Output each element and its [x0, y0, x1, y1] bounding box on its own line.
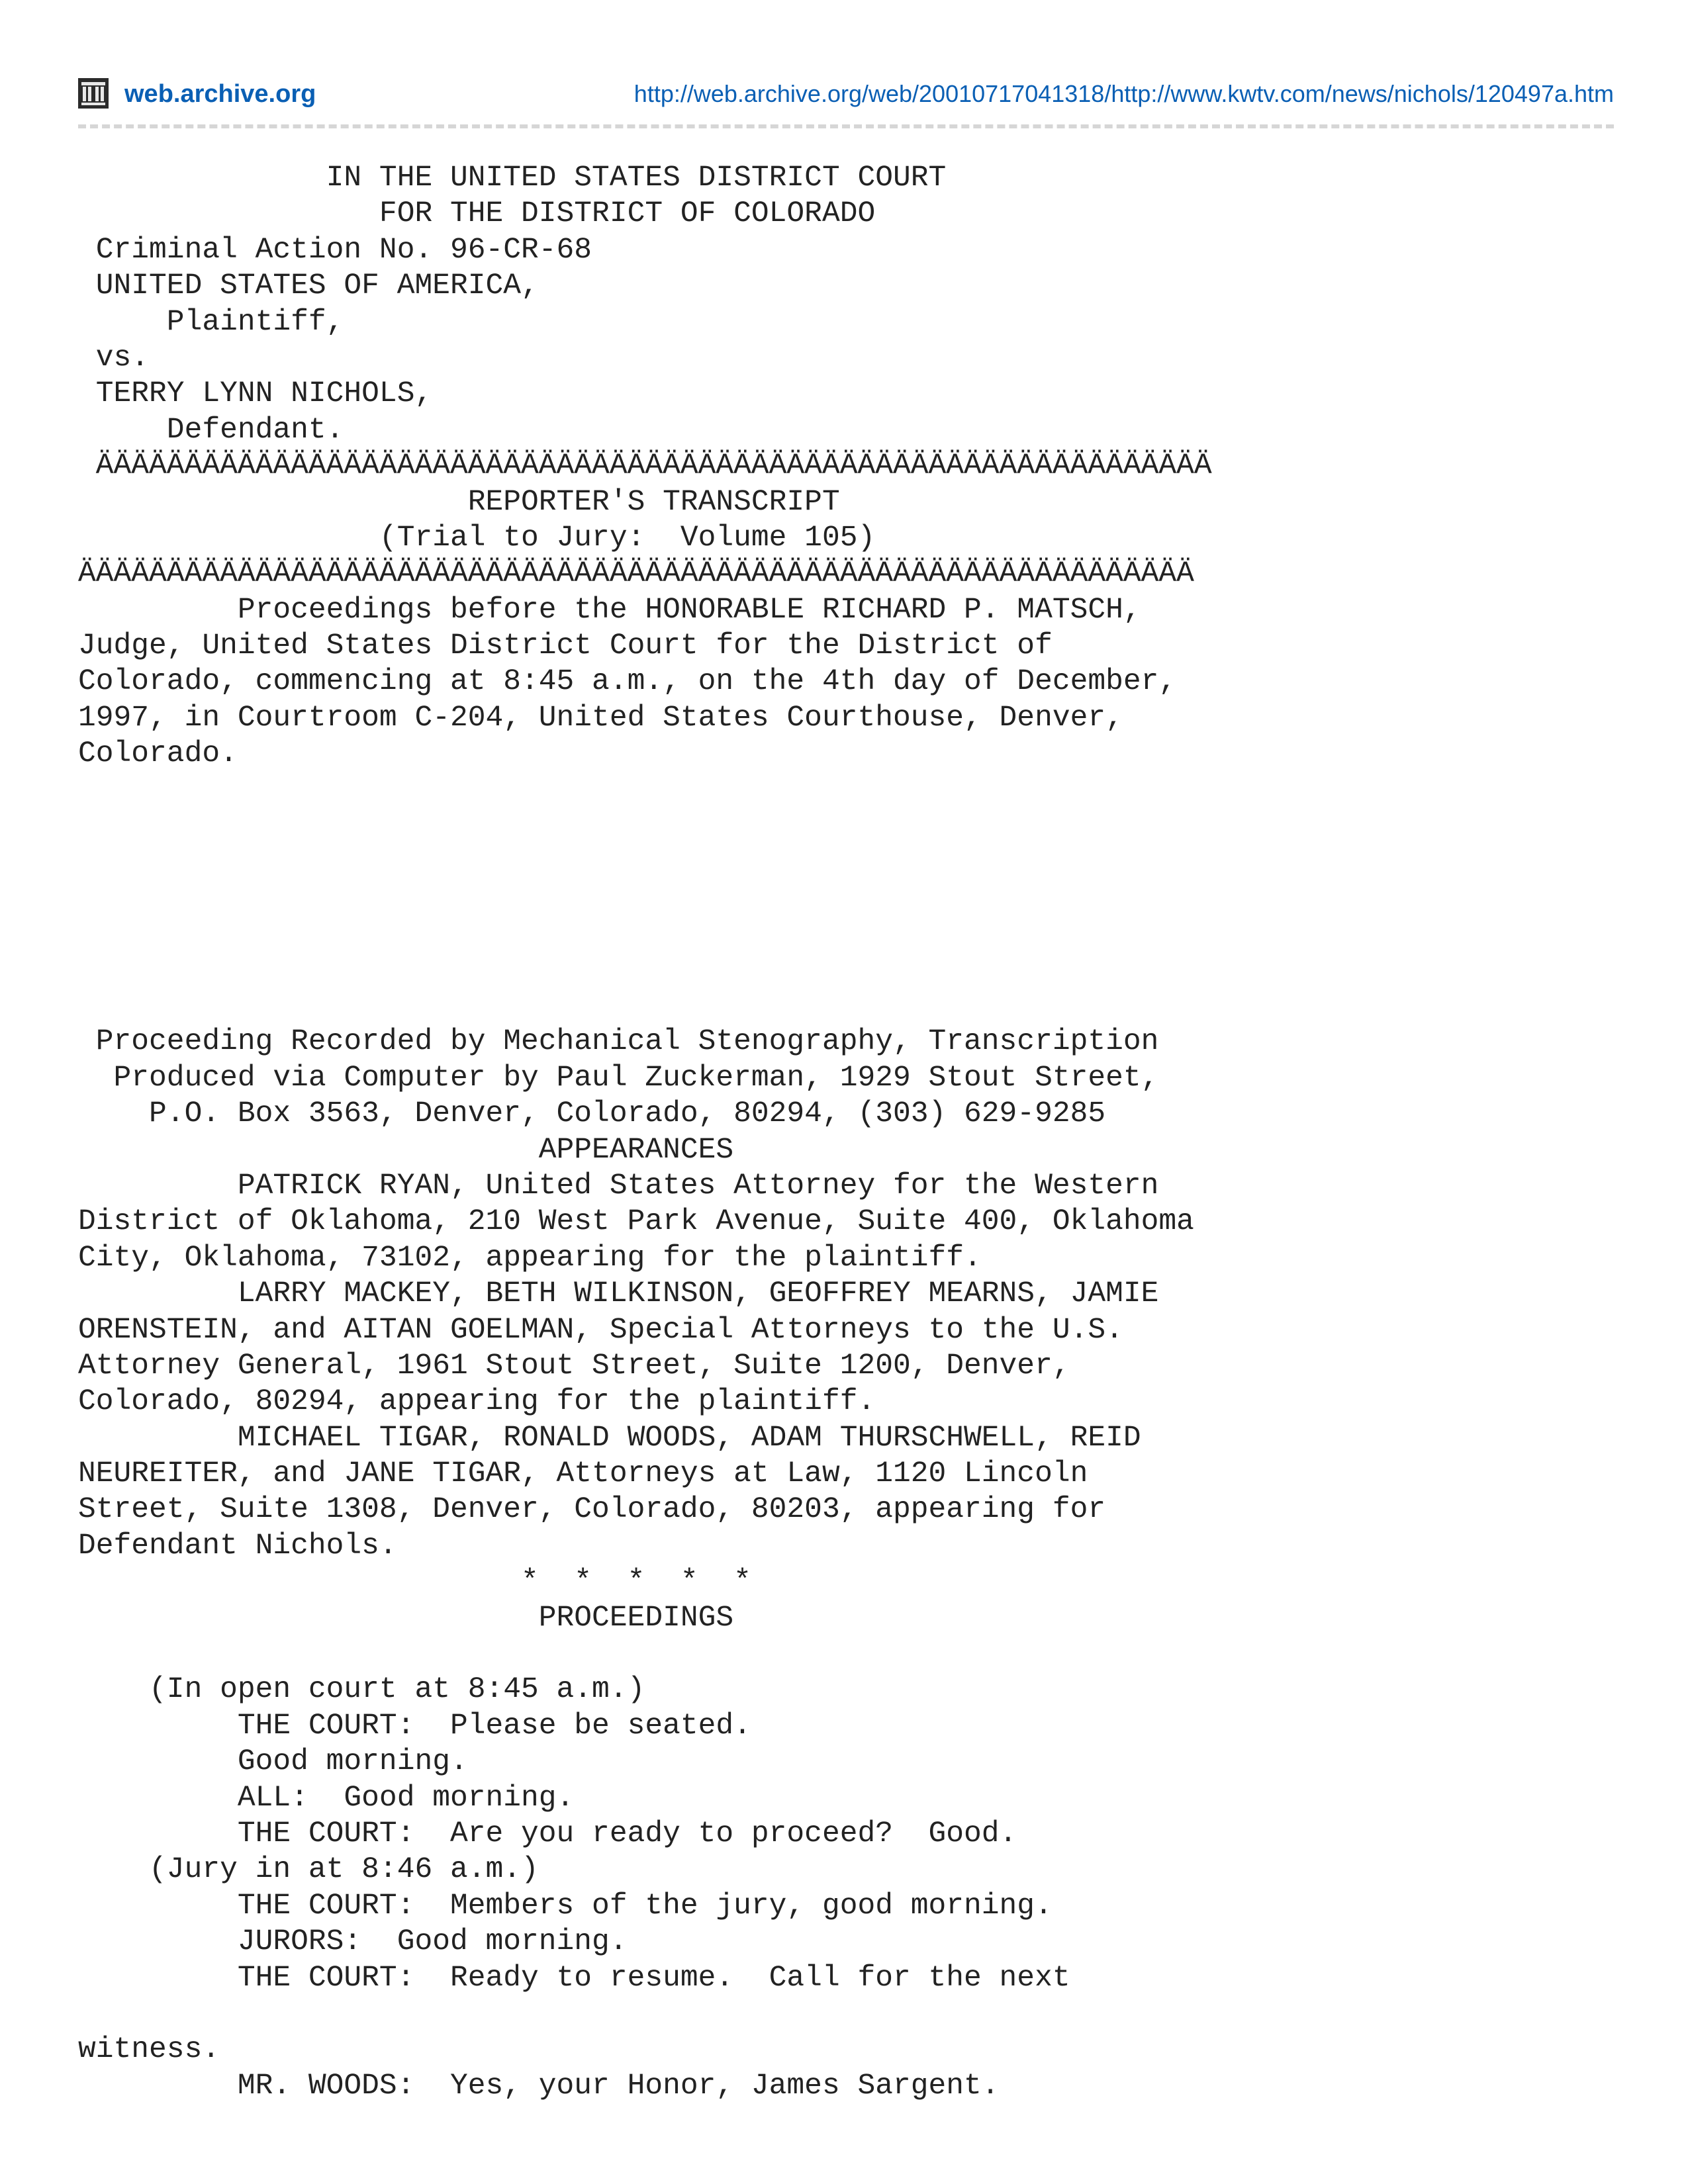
transcript-line: Colorado, commencing at 8:45 a.m., on the 4th day of December, [78, 665, 1177, 699]
transcript-line: Judge, United States District Court for the District of [78, 629, 1053, 663]
transcript-line: NEUREITER, and JANE TIGAR, Attorneys at Law, 1120 Lincoln [78, 1457, 1088, 1491]
transcript-line [78, 952, 1601, 988]
transcript-line: APPEARANCES [78, 1133, 734, 1167]
transcript-line [78, 1636, 1601, 1672]
transcript-line: (In open court at 8:45 a.m.) [78, 1673, 645, 1707]
transcript-line: Proceedings before the HONORABLE RICHARD P. MATSCH, [78, 593, 1141, 627]
transcript-line [78, 916, 1601, 952]
transcript-line: MICHAEL TIGAR, RONALD WOODS, ADAM THURSCHWELL, REID [78, 1421, 1141, 1455]
transcript-line: Defendant. [78, 413, 344, 447]
transcript-line: * * * * * [78, 1565, 751, 1599]
transcript-line: PATRICK RYAN, United States Attorney for the Western [78, 1169, 1159, 1203]
transcript-line: IN THE UNITED STATES DISTRICT COURT [78, 161, 947, 195]
transcript-line: JURORS: Good morning. [78, 1925, 628, 1959]
transcript-line: MR. WOODS: Yes, your Honor, James Sargent. [78, 2069, 1000, 2103]
transcript-line: Good morning. [78, 1745, 468, 1779]
transcript-line: P.O. Box 3563, Denver, Colorado, 80294, (303) 629-9285 [78, 1097, 1106, 1131]
transcript-line: ALL: Good morning. [78, 1781, 575, 1815]
transcript-line: City, Oklahoma, 73102, appearing for the plaintiff. [78, 1241, 982, 1275]
transcript-line: REPORTER'S TRANSCRIPT [78, 485, 840, 519]
transcript-line: Proceeding Recorded by Mechanical Stenography, Transcription [78, 1025, 1159, 1059]
transcript-line: ÄÄÄÄÄÄÄÄÄÄÄÄÄÄÄÄÄÄÄÄÄÄÄÄÄÄÄÄÄÄÄÄÄÄÄÄÄÄÄÄÄÄÄÄÄÄÄÄÄÄÄÄÄÄÄÄÄÄÄÄÄÄÄ [78, 449, 1212, 483]
transcript-line: Produced via Computer by Paul Zuckerman, 1929 Stout Street, [78, 1061, 1159, 1095]
transcript-line: (Jury in at 8:46 a.m.) [78, 1853, 539, 1887]
transcript-line: UNITED STATES OF AMERICA, [78, 269, 539, 303]
transcript-line: THE COURT: Members of the jury, good morning. [78, 1889, 1053, 1923]
archive-header [78, 74, 1614, 114]
transcript-line: District of Oklahoma, 210 West Park Avenue, Suite 400, Oklahoma [78, 1205, 1194, 1239]
transcript-line: Criminal Action No. 96-CR-68 [78, 233, 592, 267]
transcript-line: THE COURT: Please be seated. [78, 1709, 751, 1743]
transcript-line: THE COURT: Are you ready to proceed? Good. [78, 1817, 1017, 1850]
archive-building-icon[interactable] [78, 78, 109, 109]
transcript-line [78, 880, 1601, 916]
transcript-line: Colorado, 80294, appearing for the plaintiff. [78, 1385, 876, 1419]
transcript-line: ÄÄÄÄÄÄÄÄÄÄÄÄÄÄÄÄÄÄÄÄÄÄÄÄÄÄÄÄÄÄÄÄÄÄÄÄÄÄÄÄÄÄÄÄÄÄÄÄÄÄÄÄÄÄÄÄÄÄÄÄÄÄÄ [78, 557, 1194, 591]
transcript-line: witness. [78, 2033, 220, 2067]
transcript-line [78, 988, 1601, 1024]
transcript-line [78, 808, 1601, 844]
transcript-line: Colorado. [78, 737, 238, 771]
transcript-line: Defendant Nichols. [78, 1529, 397, 1563]
transcript-line: THE COURT: Ready to resume. Call for the next [78, 1961, 1070, 1995]
transcript-line: LARRY MACKEY, BETH WILKINSON, GEOFFREY MEARNS, JAMIE [78, 1277, 1159, 1311]
transcript-line: 1997, in Courtroom C-204, United States Courthouse, Denver, [78, 701, 1123, 735]
header-divider [78, 124, 1614, 128]
transcript-line: vs. [78, 341, 150, 375]
transcript-line: PROCEEDINGS [78, 1601, 734, 1635]
transcript-text [78, 160, 1601, 2104]
transcript-line: Street, Suite 1308, Denver, Colorado, 80203, appearing for [78, 1493, 1106, 1527]
transcript-line [78, 772, 1601, 808]
transcript-line: Attorney General, 1961 Stout Street, Suite 1200, Denver, [78, 1349, 1070, 1383]
transcript-line: FOR THE DISTRICT OF COLORADO [78, 197, 876, 231]
transcript-line: TERRY LYNN NICHOLS, [78, 377, 433, 411]
transcript-line [78, 1996, 1601, 2032]
archive-home-link[interactable]: web.archive.org [124, 80, 316, 108]
transcript-line [78, 844, 1601, 880]
transcript-line: ORENSTEIN, and AITAN GOELMAN, Special Attorneys to the U.S. [78, 1313, 1123, 1347]
archived-url-link[interactable]: http://web.archive.org/web/20010717041318/http://www.kwtv.com/news/nichols/120497a.htm [633, 80, 1614, 107]
transcript-line: (Trial to Jury: Volume 105) [78, 521, 876, 555]
transcript-line: Plaintiff, [78, 305, 344, 339]
